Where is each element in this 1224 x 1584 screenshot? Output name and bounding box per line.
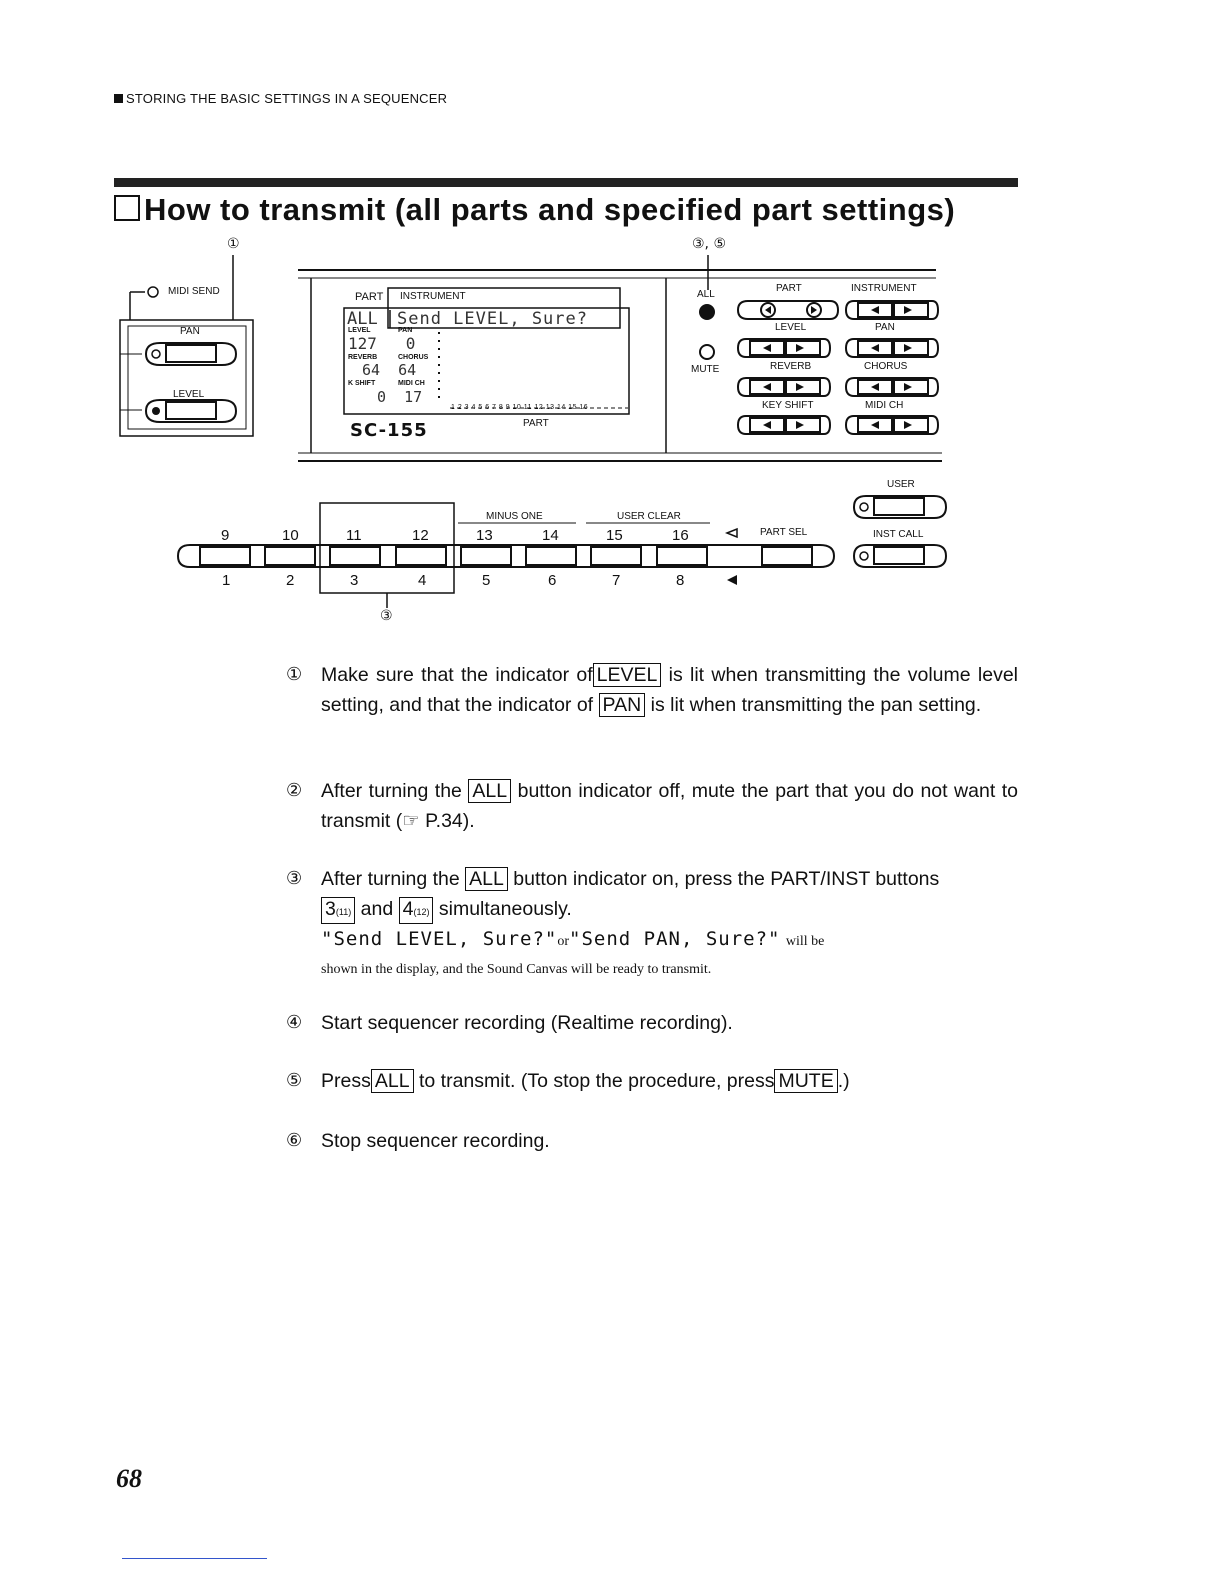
- header-rule: [114, 178, 1018, 187]
- part-num-16: 16: [672, 527, 689, 544]
- inst-call-label: INST CALL: [873, 529, 924, 540]
- step-6: ⑥ Stop sequencer recording.: [286, 1130, 550, 1152]
- lcd-reverb-label: REVERB: [348, 354, 378, 361]
- mute-label: MUTE: [691, 364, 720, 375]
- step-5: ⑤ Press ALL to transmit. (To stop the procedure, press MUTE .): [286, 1070, 850, 1092]
- pan-key: PAN: [599, 693, 646, 717]
- all-key: ALL: [371, 1069, 414, 1093]
- part-num-9: 9: [221, 527, 230, 544]
- step-2: ② After turning the ALL button indicator off, mute the part that you do not want to transmit (☞ P.34).: [286, 780, 1018, 832]
- part-button-3[interactable]: [330, 547, 380, 565]
- part-num-15: 15: [606, 527, 623, 544]
- part-num-4: 4: [418, 572, 427, 589]
- model-logo: SC-155: [350, 420, 428, 441]
- display-message-1: "Send LEVEL, Sure?": [321, 928, 558, 950]
- step-3: ③ After turning the ALL button indicator on, press the PART/INST buttons 3(11) and 4(12) simultaneously. "Send LEVEL, Sure?"or"Send PAN, Sure?" will be shown in the display, and the Sound Canvas will be ready to transmit.: [286, 864, 1018, 983]
- callout-3-5: ③, ⑤: [692, 236, 727, 252]
- part-num-12: 12: [412, 527, 429, 544]
- part-num-13: 13: [476, 527, 493, 544]
- display-message-line: "Send LEVEL, Sure?"or"Send PAN, Sure?" will be: [321, 928, 825, 950]
- all-key: ALL: [468, 779, 511, 803]
- lcd-kshift-label: K SHIFT: [348, 380, 376, 387]
- pan-arrow-buttons[interactable]: [846, 339, 938, 357]
- reverb-label: REVERB: [770, 361, 812, 372]
- page-number: 68: [116, 1464, 142, 1493]
- step-3-note: shown in the display, and the Sound Canvas will be ready to transmit.: [321, 962, 712, 977]
- display-part-footer: PART: [523, 418, 549, 429]
- part-button-8[interactable]: [657, 547, 707, 565]
- part-num-11: 11: [346, 527, 362, 544]
- lcd-row2: 64 64: [362, 361, 417, 379]
- midi-send-label: MIDI SEND: [168, 286, 220, 297]
- callout-1: ①: [227, 236, 240, 252]
- instrument-label: INSTRUMENT: [851, 283, 917, 294]
- checkbox-square-icon: [114, 195, 140, 221]
- user-clear-label: USER CLEAR: [617, 511, 681, 522]
- level-arrow-buttons[interactable]: [738, 339, 830, 357]
- part-button-4[interactable]: [396, 547, 446, 565]
- square-bullet-icon: [114, 94, 123, 103]
- part-buttons-pair[interactable]: [738, 301, 838, 319]
- midi-ch-label: MIDI CH: [865, 400, 904, 411]
- inst-call-button[interactable]: [854, 545, 946, 567]
- lcd-chorus-label: CHORUS: [398, 354, 429, 361]
- lcd-midich-label: MIDI CH: [398, 380, 425, 387]
- pan-row-label: PAN: [875, 322, 895, 333]
- part-label: PART: [776, 283, 802, 294]
- lcd-level-label: LEVEL: [348, 327, 371, 334]
- right-panel-arrow-buttons[interactable]: [738, 301, 938, 434]
- lcd-message: Send LEVEL, Sure?: [397, 309, 588, 329]
- page-title: How to transmit (all parts and specified part settings): [114, 192, 955, 228]
- part-button-7[interactable]: [591, 547, 641, 565]
- instrument-arrow-buttons[interactable]: [846, 301, 938, 319]
- user-button[interactable]: [854, 496, 946, 518]
- part-num-3: 3: [350, 572, 359, 589]
- part-sel-label: PART SEL: [760, 527, 808, 538]
- part-button-5[interactable]: [461, 547, 511, 565]
- lcd-part-numbers: 1 2 3 4 5 6 7 8 9 10 11 12 13 14 15 16: [451, 404, 589, 411]
- display-instrument-label: INSTRUMENT: [400, 291, 466, 302]
- mute-key: MUTE: [774, 1069, 837, 1093]
- lcd-row1: 127 0: [348, 334, 416, 353]
- part-button-6[interactable]: [526, 547, 576, 565]
- part-num-10: 10: [282, 527, 299, 544]
- part-3-key: 3(11): [321, 897, 355, 924]
- minus-one-label: MINUS ONE: [486, 511, 543, 522]
- pan-label: PAN: [180, 326, 200, 337]
- part-num-6: 6: [548, 572, 557, 589]
- panel-diagram: [0, 250, 1224, 650]
- all-indicator[interactable]: [699, 255, 715, 320]
- part-num-7: 7: [612, 572, 621, 589]
- part-4-key: 4(12): [399, 897, 434, 924]
- part-num-2: 2: [286, 572, 295, 589]
- part-num-8: 8: [676, 572, 685, 589]
- level-label: LEVEL: [173, 389, 205, 400]
- footer-rule: [122, 1558, 267, 1559]
- part-num-5: 5: [482, 572, 491, 589]
- step-4: ④ Start sequencer recording (Realtime recording).: [286, 1012, 733, 1034]
- all-label: ALL: [697, 289, 715, 300]
- user-label: USER: [887, 479, 915, 490]
- all-key: ALL: [465, 867, 508, 891]
- part-sel-button[interactable]: [762, 547, 812, 565]
- pan-button[interactable]: [146, 343, 236, 365]
- level-button[interactable]: [146, 400, 236, 422]
- key-shift-label: KEY SHIFT: [762, 400, 814, 411]
- part-button-2[interactable]: [265, 547, 315, 565]
- level-key: LEVEL: [593, 663, 662, 687]
- midi-ch-arrow-buttons[interactable]: [846, 416, 938, 434]
- chorus-arrow-buttons[interactable]: [846, 378, 938, 396]
- step-1: ① Make sure that the indicator of LEVEL is lit when transmitting the volume level setting, and that the indicator of PAN is lit when transmitting the pan setting.: [286, 664, 1018, 716]
- part-num-1: 1: [222, 572, 231, 589]
- display-part-label: PART: [355, 291, 384, 303]
- chorus-label: CHORUS: [864, 361, 908, 372]
- lcd-all: ALL: [347, 309, 378, 329]
- level-row-label: LEVEL: [775, 322, 807, 333]
- callout-3-bottom: ③: [380, 608, 393, 624]
- mute-indicator[interactable]: [700, 345, 714, 359]
- lcd-row3: 0 17: [377, 388, 423, 406]
- part-button-1[interactable]: [200, 547, 250, 565]
- reverb-arrow-buttons[interactable]: [738, 378, 830, 396]
- lcd-pan-label: PAN: [398, 327, 413, 334]
- part-num-14: 14: [542, 527, 559, 544]
- section-header: STORING THE BASIC SETTINGS IN A SEQUENCER: [114, 91, 447, 106]
- display-message-2: "Send PAN, Sure?": [569, 928, 781, 950]
- key-shift-arrow-buttons[interactable]: [738, 416, 830, 434]
